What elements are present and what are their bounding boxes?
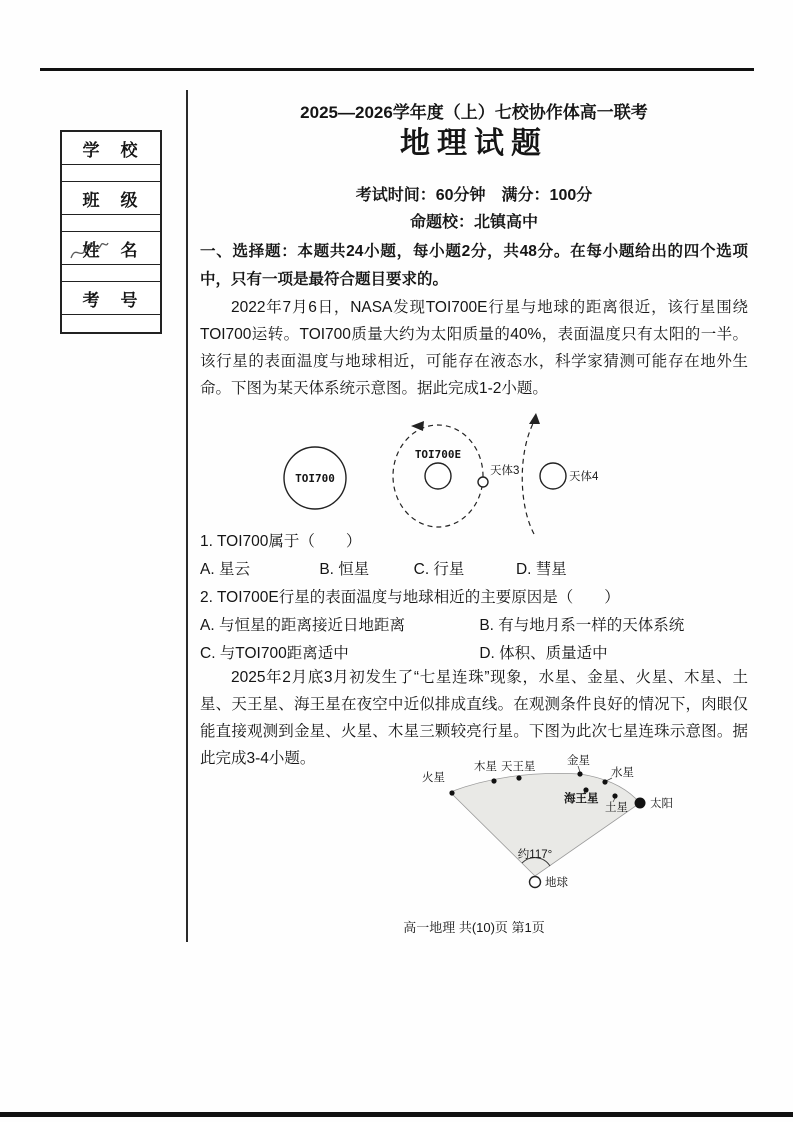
body4-label: 天体4: [569, 471, 599, 483]
neptune-dot: [583, 787, 588, 792]
bottom-border-line: [0, 1112, 793, 1117]
body4-orbit-arc: [522, 418, 536, 534]
body3-circle: [478, 477, 488, 487]
school-label: 学 校: [62, 132, 160, 165]
q1-option-a: A. 星云: [200, 561, 250, 578]
proposer-line: 命题校：北镇高中: [409, 214, 538, 231]
q2-option-d: D. 体积、质量适中: [479, 645, 608, 662]
mercury-dot: [602, 779, 607, 784]
jupiter-label: 木星: [474, 761, 497, 773]
outer-orbit-arrowhead: [529, 413, 540, 424]
q2-option-b: B. 有与地月系一样的天体系统: [479, 617, 685, 634]
question-2-options-row-1: [200, 612, 748, 639]
orbit-direction-arrowhead: [411, 421, 424, 431]
mercury-label: 水星: [611, 767, 634, 779]
class-label: 班 级: [62, 182, 160, 215]
name-label: 姓 名: [62, 232, 160, 265]
body4-circle: [540, 463, 566, 489]
earth-circle: [530, 877, 541, 888]
angle-label: 约117°: [517, 849, 553, 861]
passage-2: 2025年2月底3月初发生了“七星连珠”现象，水星、金星、火星、木星、土星、天王星、海王星在夜空中近似排成直线。在观测条件良好的情况下，肉眼仅能直接观测到金星、火星、木星三颗较亮行星。下图为此次七星连珠示意图。据此完成3-4小题。: [200, 669, 748, 767]
question-1-stem: 1. TOI700属于（ ）: [200, 533, 362, 550]
page-footer: 高一地理 共(10)页 第1页: [403, 920, 545, 935]
body3-label: 天体3: [490, 465, 520, 477]
earth-label: 地球: [545, 877, 568, 889]
celestial-system-diagram: [270, 412, 610, 537]
q1-option-d: D. 彗星: [515, 561, 567, 578]
uranus-label: 天王星: [501, 761, 536, 773]
uranus-dot: [516, 775, 521, 780]
central-star-circle: [425, 463, 451, 489]
mars-label: 火星: [422, 772, 445, 784]
saturn-label: 土星: [605, 802, 628, 814]
school-blank-cell: [62, 165, 160, 182]
exam-info-line: 考试时间：60分钟 满分：100分: [355, 187, 593, 204]
question-1-options: [200, 556, 748, 583]
class-blank-cell: [62, 215, 160, 232]
q2-option-c: C. 与TOI700距离适中: [200, 645, 349, 662]
exam-number-blank-cell: [62, 315, 160, 332]
exam-number-label: 考 号: [62, 282, 160, 315]
q1-option-b: B. 恒星: [319, 561, 370, 578]
sun-label: 太阳: [650, 798, 673, 810]
subject-title: 地理试题: [400, 127, 548, 160]
toi700e-label: TOI700E: [414, 448, 462, 461]
saturn-dot: [612, 793, 617, 798]
neptune-label: 海王星: [564, 793, 599, 805]
mars-dot: [449, 790, 454, 795]
question-2-stem: 2. TOI700E行星的表面温度与地球相近的主要原因是（ ）: [200, 589, 620, 606]
planet-alignment-diagram: [408, 748, 698, 903]
sun-dot: [635, 798, 646, 809]
name-blank-cell: [62, 265, 160, 282]
venus-label: 金星: [567, 755, 590, 767]
question-2-options-row-2: [200, 640, 748, 667]
exam-session-title: 2025—2026学年度（上）七校协作体高一联考: [300, 103, 648, 122]
jupiter-dot: [491, 778, 496, 783]
handwritten-scribble: [68, 236, 110, 266]
margin-divider-line: [186, 90, 188, 942]
q2-option-a: A. 与恒星的距离接近日地距离: [200, 617, 405, 634]
passage-1: 2022年7月6日，NASA发现TOI700E行星与地球的距离很近，该行星围绕TOI700运转。TOI700质量大约为太阳质量的40%，表面温度只有太阳的一半。该行星的表面温度与地球相近，可能存在液态水，科学家猜测可能存在地外生命。下图为某天体系统示意图。据此完成1-2小题。: [200, 299, 748, 397]
section-one-heading: 一、选择题：本题共24小题，每小题2分，共48分。在每小题给出的四个选项中，只有一项是最符合题目要求的。: [200, 243, 748, 288]
toi700-star-label: TOI700: [295, 472, 335, 485]
student-info-box: [60, 130, 162, 334]
top-border-line: [40, 68, 754, 71]
q1-option-c: C. 行星: [413, 561, 465, 578]
venus-dot: [577, 771, 582, 776]
